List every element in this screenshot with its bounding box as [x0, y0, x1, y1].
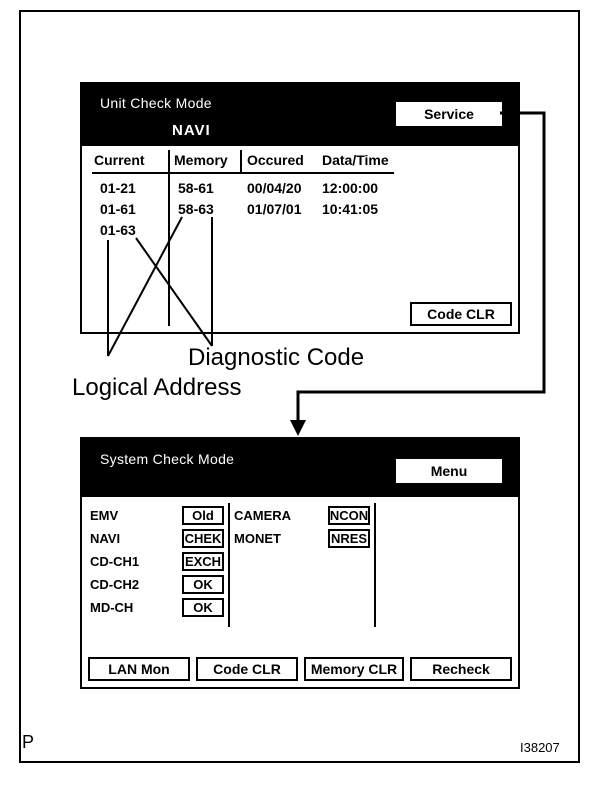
- unit-label-md-ch: MD-CH: [90, 600, 134, 615]
- occured-date-1: 00/04/20: [247, 180, 302, 196]
- datatime-2: 10:41:05: [322, 201, 379, 217]
- status-badge-cd-ch1[interactable]: EXCH: [182, 552, 224, 571]
- service-button[interactable]: Service: [396, 102, 502, 126]
- unit-check-subtitle: NAVI: [172, 122, 211, 139]
- lan-mon-button[interactable]: LAN Mon: [88, 657, 190, 681]
- column-header-occured: Occured: [247, 152, 304, 168]
- unit-label-emv: EMV: [90, 508, 119, 523]
- status-badge-camera[interactable]: NCON: [329, 508, 369, 523]
- code-clr-system-button[interactable]: Code CLR: [196, 657, 298, 681]
- column-header-memory: Memory: [174, 152, 228, 168]
- page-marker: P: [22, 732, 35, 752]
- occured-date-2: 01/07/01: [247, 201, 302, 217]
- current-code-1: 01-21: [100, 180, 136, 196]
- logical-address-label: Logical Address: [72, 374, 242, 401]
- unit-label-camera: CAMERA: [234, 508, 292, 523]
- arrow-head: [290, 420, 306, 436]
- code-clr-button[interactable]: Code CLR: [410, 302, 512, 326]
- current-code-3: 01-63: [100, 222, 136, 238]
- status-badge-emv[interactable]: Old: [182, 506, 224, 525]
- status-badge-monet[interactable]: NRES: [328, 529, 370, 548]
- figure-id: I38207: [520, 740, 560, 755]
- memory-code-2: 58-63: [178, 201, 214, 217]
- system-check-title: System Check Mode: [100, 451, 235, 467]
- unit-label-cd-ch1: CD-CH1: [90, 554, 140, 569]
- diagnostic-code-label: Diagnostic Code: [188, 344, 365, 371]
- memory-code-1: 58-61: [178, 180, 214, 196]
- menu-button[interactable]: Menu: [396, 459, 502, 483]
- column-header-current: Current: [94, 152, 145, 168]
- diagnostic-leader-1: [136, 238, 212, 346]
- status-badge-md-ch[interactable]: OK: [182, 598, 224, 617]
- current-code-2: 01-61: [100, 201, 136, 217]
- service-to-system-arrow: [298, 113, 544, 424]
- unit-label-cd-ch2: CD-CH2: [90, 577, 140, 592]
- memory-clr-button[interactable]: Memory CLR: [304, 657, 404, 681]
- datatime-1: 12:00:00: [322, 180, 379, 196]
- unit-check-title: Unit Check Mode: [100, 95, 212, 111]
- status-badge-navi[interactable]: CHEK: [182, 529, 224, 548]
- unit-label-monet: MONET: [234, 531, 281, 546]
- recheck-button[interactable]: Recheck: [410, 657, 512, 681]
- column-header-datatime: Data/Time: [322, 152, 389, 168]
- unit-label-navi: NAVI: [90, 531, 121, 546]
- status-badge-cd-ch2[interactable]: OK: [182, 575, 224, 594]
